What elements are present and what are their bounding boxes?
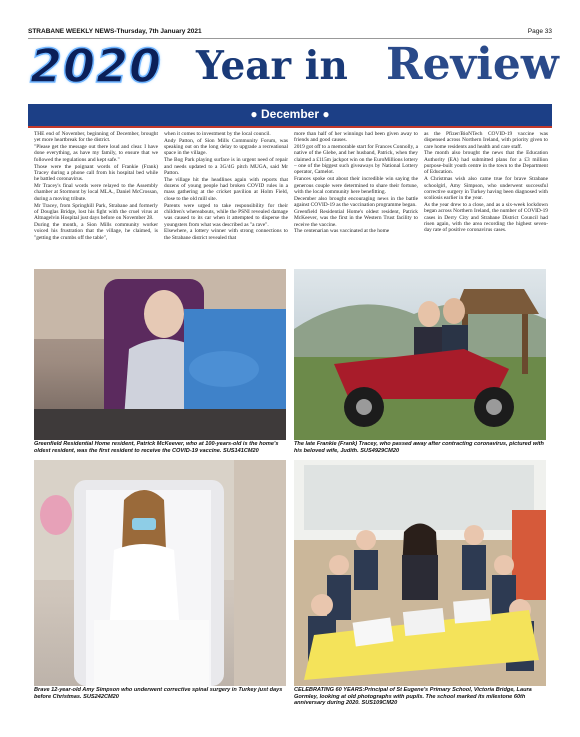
paragraph: The centenarian was vaccinated at the home	[294, 228, 390, 235]
paragraph: December also brought encouraging news in the battle against COVID-19 as the vaccination programme began.	[294, 195, 418, 209]
publication-date: STRABANE WEEKLY NEWS-Thursday, 7th January 2021	[28, 28, 202, 35]
paragraph: "Please get the message out there loud and clear. I have done everything, as have my family, to ensure that we followed the regulations and kept safe."	[34, 144, 158, 163]
masthead-review: Review	[386, 39, 559, 90]
photo-vaccination	[34, 269, 286, 440]
article-column-4	[424, 131, 548, 259]
paragraph: During the month, a Sion Mills community worker voiced his frustration that the village, he claimed, is "getting the crumbs off the table",	[34, 222, 158, 241]
paragraph: Mr Tracey's final words were relayed to the Assembly chamber at Stormont by local MLA., Daniel McCrossan, during a moving tribute.	[34, 183, 158, 202]
month-banner	[28, 104, 552, 126]
paragraph: THE end of November, beginning of December, brought yet more heartbreak for the district.	[34, 131, 158, 144]
paragraph: as the Pfizer/BioNTech COVID-19 vaccine was dispensed across Northern Ireland, with priority given to care home residents and health and care staff.	[424, 131, 548, 150]
paragraph: As the year drew to a close, and as a six-week lockdown began across Northern Ireland, the number of COVID-19 cases in Derry City and Strabane District Council had risen again, with the area recording the highest seven-day rate of positive coronavirus cases.	[424, 202, 548, 234]
paragraph: Mr Tracey, from Springhill Park, Strabane and formerly of Douglas Bridge, lost his fight with the cruel virus at Altnagelvin Hospital just days before on November 28.	[34, 202, 158, 222]
photo-hospital-bed	[34, 460, 286, 686]
paragraph: Elsewhere, a lottery winner with strong connections to the Strabane district revealed that	[164, 228, 288, 241]
article-column-3	[294, 131, 418, 259]
photo-motorbike	[294, 269, 546, 440]
paragraph: Those were the poignant words of Frankie (Frank) Tracey during a phone call from his hospital bed while he battled coronavirus.	[34, 163, 158, 183]
photo-caption: CELEBRATING 60 YEARS:Principal of St Eugene's Primary School, Victoria Bridge, Laura Gormley, looking at old photographs with pupils. The school marked its milestone 60th anniversary during 2020. SUS109CM20	[294, 687, 532, 707]
paragraph: A Christmas wish also came true for brave Strabane schoolgirl, Amy Simpson, who underwent successful corrective surgery in Turkey having been diagnosed with scoliosis earlier in the year.	[424, 176, 548, 202]
paragraph: more than half of her winnings had been given away to friends and good causes.	[294, 131, 418, 144]
masthead-year: 2020	[30, 39, 163, 93]
article-column-1	[34, 131, 158, 259]
paragraph: when it comes to investment by the local council.	[164, 131, 271, 137]
photo-caption: Greenfield Residential Home resident, Patrick McKeever, who at 100-years-old is the home's oldest resident, was the first resident to receive the COVID-19 vaccine. SUS141CM20	[34, 441, 279, 454]
paragraph: Frances spoke out about their incredible win saying the generous couple were determined to share their fortune, with the local community here benefitting.	[294, 176, 418, 195]
page-number: Page 33	[527, 28, 552, 35]
paragraph: Greenfield Residential Home's oldest resident, Patrick McKeever, was the first in the Western Trust facility to receive the vaccine.	[294, 208, 418, 228]
paragraph: Andy Patton, of Sion Mills Community Forum, was speaking out on the long delay to upgrade a recreational space in the village.	[164, 137, 288, 157]
paragraph: The Bog Park playing surface is in urgent need of repair and needs updated to a 3G/4G pitch MUGA, said Mr Patton.	[164, 157, 288, 176]
banner-stripe	[28, 126, 552, 128]
photo-caption: Brave 12-year-old Amy Simpson who underwent corrective spinal surgery in Turkey just days before Christmas. SUS242CM20	[34, 687, 283, 700]
masthead-year-in: Year in	[196, 43, 348, 89]
paragraph: The village hit the headlines again with reports that dozens of young people had broken COVID rules in a mass gathering at the cricket pavilion at Holm Field, close to the old mill site.	[164, 176, 288, 202]
paragraph: Parents were urged to take responsibility for their children's whereabouts, while the PSNI revealed damage was caused to its car when it attempted to disperse the youngsters from what was described as "a rave".	[164, 202, 288, 228]
month-label: ● December ●	[250, 107, 330, 121]
article-column-2	[164, 131, 288, 259]
photo-school-pupils	[294, 460, 546, 686]
photo-caption: The late Frankie (Frank) Tracey, who passed away after contracting coronavirus, pictured with his beloved wife, Judith. SUS4929CM20	[294, 441, 544, 454]
page-header	[28, 26, 552, 39]
masthead	[28, 39, 559, 99]
paragraph: 2019 got off to a memorable start for Frances Connolly, a native of the Glebe, and her husband, Patrick, when they claimed a £115m jackpot win on the EuroMillions lottery – one of the biggest such giveaways by National Lottery operator, Camelot.	[294, 144, 418, 176]
paragraph: The month also brought the news that the Education Authority (EA) had submitted plans for a £3 million purpose-built youth centre in the town to the Department of Education.	[424, 150, 548, 176]
